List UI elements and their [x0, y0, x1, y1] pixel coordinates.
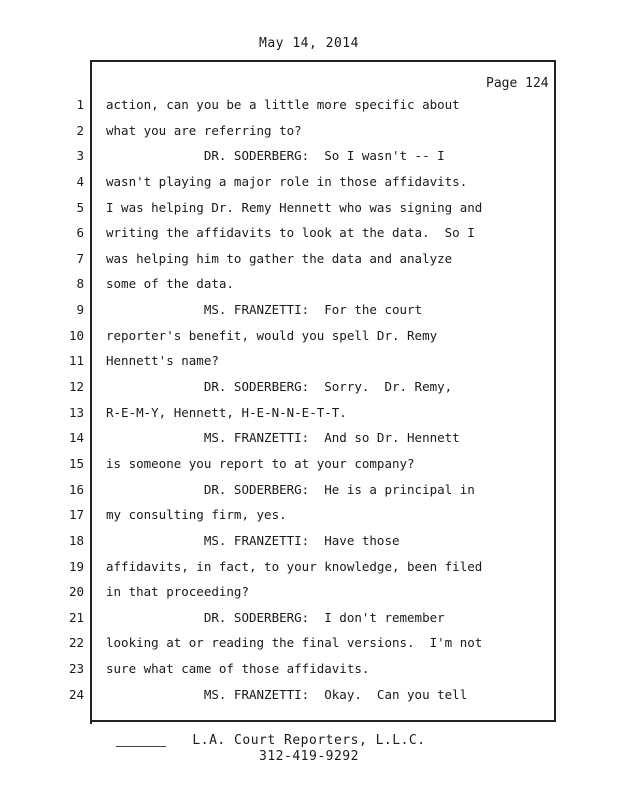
- line-number: 13: [68, 404, 84, 420]
- transcript-line: in that proceeding?: [106, 584, 249, 600]
- transcript-line: affidavits, in fact, to your knowledge, been filed: [106, 558, 483, 574]
- page-number: Page 124: [486, 76, 549, 91]
- transcript-line: looking at or reading the final versions. I'm not: [106, 635, 483, 651]
- transcript-line: DR. SODERBERG: He is a principal in: [106, 481, 475, 497]
- transcript-line: was helping him to gather the data and analyze: [106, 250, 453, 266]
- line-number: 12: [68, 379, 84, 395]
- transcript-line: Hennett's name?: [106, 353, 219, 369]
- line-number: 3: [76, 148, 84, 164]
- line-number: 21: [68, 609, 84, 625]
- line-number: 18: [68, 532, 84, 548]
- transcript-line: MS. FRANZETTI: For the court: [106, 302, 423, 318]
- transcript-line: I was helping Dr. Remy Hennett who was signing and: [106, 199, 483, 215]
- line-number-column: [58, 96, 84, 711]
- transcript-line: my consulting firm, yes.: [106, 507, 287, 523]
- line-number: 4: [76, 173, 84, 189]
- line-number: 7: [76, 250, 84, 266]
- line-number: 14: [68, 430, 84, 446]
- transcript-line: DR. SODERBERG: Sorry. Dr. Remy,: [106, 379, 453, 395]
- line-number: 15: [68, 455, 84, 471]
- transcript-line: reporter's benefit, would you spell Dr. Remy: [106, 327, 438, 343]
- line-number: 8: [76, 276, 84, 292]
- transcript-line: is someone you report to at your company?: [106, 455, 415, 471]
- line-number: 20: [68, 584, 84, 600]
- transcript-line: some of the data.: [106, 276, 234, 292]
- line-number: 5: [76, 199, 84, 215]
- line-number: 19: [68, 558, 84, 574]
- line-number: 10: [68, 327, 84, 343]
- transcript-line: writing the affidavits to look at the data. So I: [106, 225, 475, 241]
- line-number: 1: [76, 97, 84, 112]
- court-reporter-phone: 312-419-9292: [259, 749, 359, 764]
- line-number: 22: [68, 635, 84, 651]
- transcript-line: DR. SODERBERG: I don't remember: [106, 609, 445, 625]
- transcript-text: [106, 96, 554, 711]
- transcript-line: sure what came of those affidavits.: [106, 661, 370, 677]
- transcript-line: MS. FRANZETTI: Have those: [106, 532, 400, 548]
- transcript-line: DR. SODERBERG: So I wasn't -- I: [106, 148, 445, 164]
- transcript-line: what you are referring to?: [106, 122, 302, 138]
- transcript-line: R-E-M-Y, Hennett, H-E-N-N-E-T-T.: [106, 404, 347, 420]
- line-number: 17: [68, 507, 84, 523]
- transcript-line: MS. FRANZETTI: Okay. Can you tell: [106, 686, 468, 702]
- line-number: 2: [76, 122, 84, 138]
- transcript-date: May 14, 2014: [259, 36, 359, 51]
- court-reporter-name: L.A. Court Reporters, L.L.C.: [192, 733, 426, 748]
- transcript-line: wasn't playing a major role in those affidavits.: [106, 173, 468, 189]
- line-number: 16: [68, 481, 84, 497]
- line-number: 11: [68, 353, 84, 369]
- line-number: 9: [76, 302, 84, 318]
- transcript-line: action, can you be a little more specific about: [106, 97, 460, 112]
- transcript-line: MS. FRANZETTI: And so Dr. Hennett: [106, 430, 460, 446]
- line-number: 6: [76, 225, 84, 241]
- line-number: 24: [68, 686, 84, 702]
- line-number: 23: [68, 661, 84, 677]
